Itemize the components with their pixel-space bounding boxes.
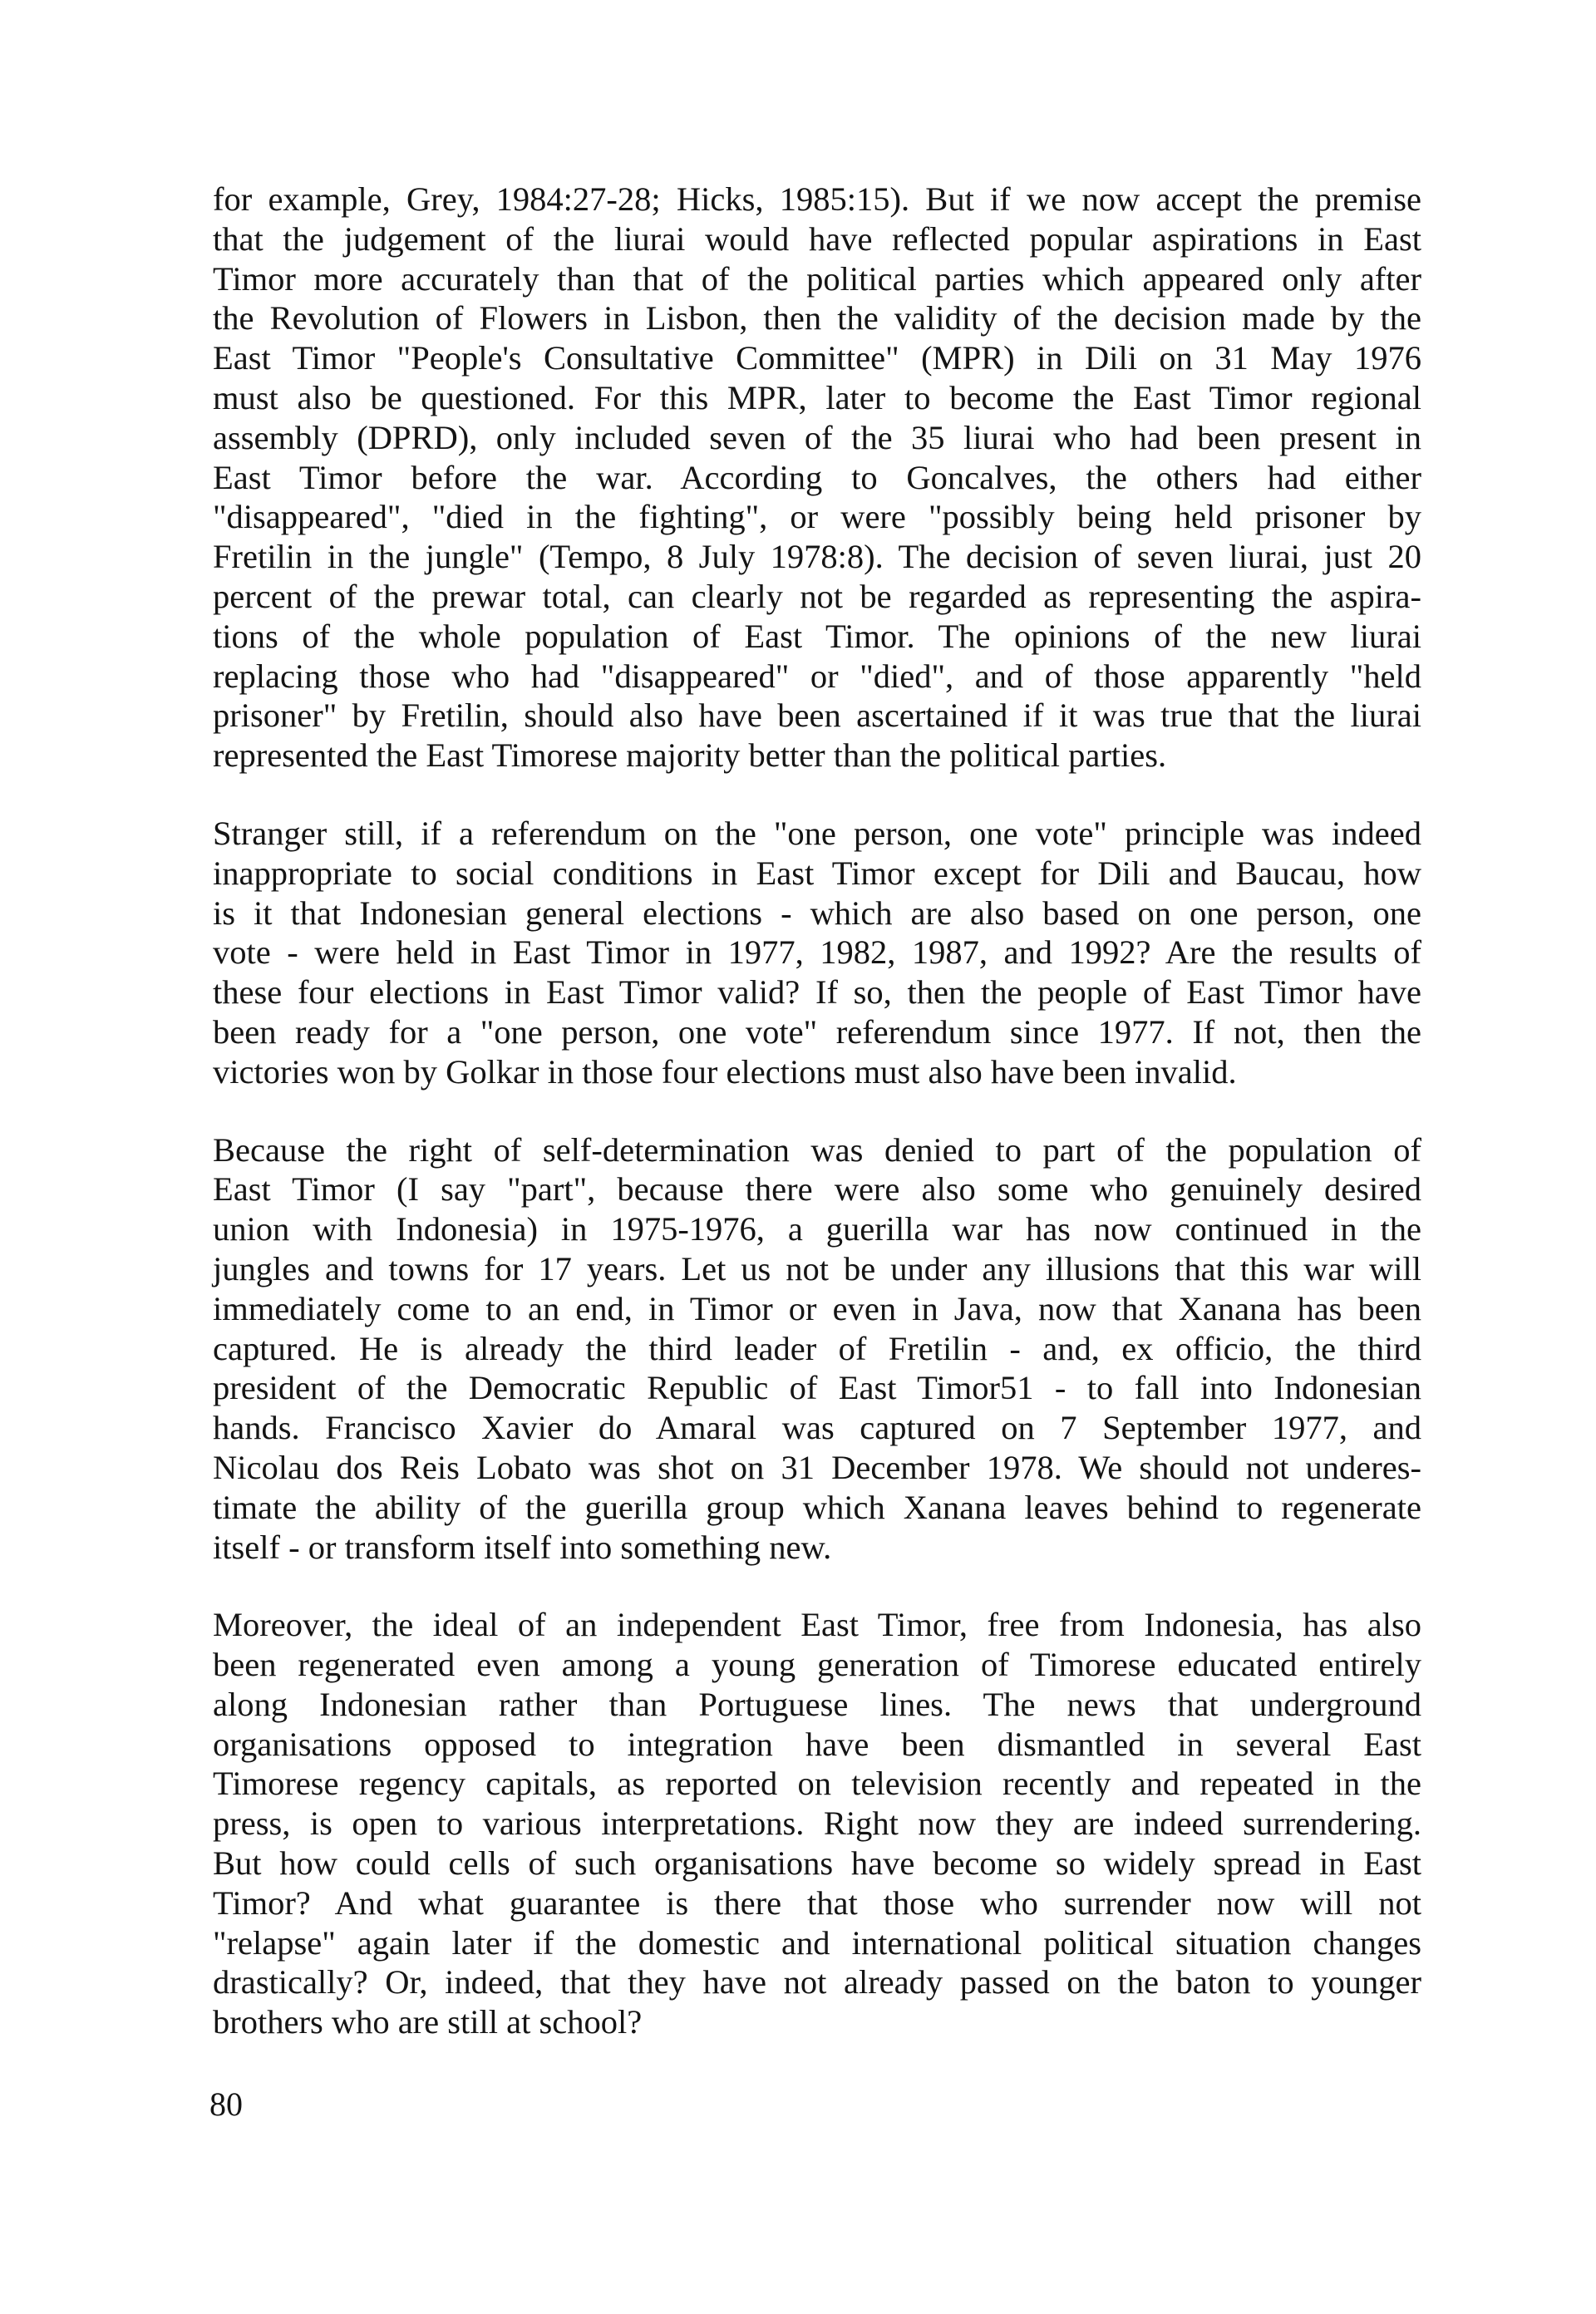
text-line: hands. Francisco Xavier do Amaral was captured on 7 September 1977, and <box>213 1409 1421 1447</box>
text-line: these four elections in East Timor valid? If so, then the people of East Timor have <box>213 973 1421 1012</box>
text-line: captured. He is already the third leader of Fretilin - and, ex officio, the third <box>213 1329 1421 1367</box>
text-line: press, is open to various interpretations. Right now they are indeed surrendering. <box>213 1804 1421 1843</box>
text-line: East Timor (I say "part", because there were also some who genuinely desired <box>213 1170 1421 1209</box>
text-line: percent of the prewar total, can clearly not be regarded as representing the aspira- <box>213 577 1421 615</box>
text-line: immediately come to an end, in Timor or even in Java, now that Xanana has been <box>213 1289 1421 1327</box>
text-line: East Timor before the war. According to Goncalves, the others had either <box>213 458 1421 496</box>
text-line: vote - were held in East Timor in 1977, 1982, 1987, and 1992? Are the results of <box>213 933 1421 972</box>
body-text <box>213 180 1421 2080</box>
text-line: itself - or transform itself into something new. <box>213 1528 832 1566</box>
page-number: 80 <box>209 2085 243 2123</box>
text-line: along Indonesian rather than Portuguese lines. The news that underground <box>213 1685 1421 1723</box>
text-line: president of the Democratic Republic of East Timor51 - to fall into Indonesian <box>213 1369 1421 1407</box>
paragraph-independence-ideal <box>213 1605 1421 2042</box>
text-line: timate the ability of the guerilla group which Xanana leaves behind to regenerate <box>213 1488 1421 1526</box>
text-line: inappropriate to social conditions in East Timor except for Dili and Baucau, how <box>213 854 1421 892</box>
text-line: Timorese regency capitals, as reported on television recently and repeated in the <box>213 1765 1421 1803</box>
text-line: victories won by Golkar in those four elections must also have been invalid. <box>213 1052 1237 1091</box>
text-line: been ready for a "one person, one vote" referendum since 1977. If not, then the <box>213 1012 1421 1051</box>
text-line: "disappeared", "died in the fighting", or were "possibly being held prisoner by <box>213 498 1421 536</box>
text-line: organisations opposed to integration have been dismantled in several East <box>213 1725 1421 1763</box>
paragraph-guerilla-war <box>213 1130 1421 1568</box>
text-line: East Timor "People's Consultative Committee" (MPR) in Dili on 31 May 1976 <box>213 339 1421 377</box>
text-line: Timor more accurately than that of the political parties which appeared only after <box>213 259 1421 298</box>
text-line: jungles and towns for 17 years. Let us not be under any illusions that this war will <box>213 1249 1421 1287</box>
text-line: Nicolau dos Reis Lobato was shot on 31 December 1978. We should not underes- <box>213 1448 1421 1486</box>
text-line: for example, Grey, 1984:27-28; Hicks, 1985:15). But if we now accept the premise <box>213 180 1421 218</box>
text-line: must also be questioned. For this MPR, later to become the East Timor regional <box>213 378 1421 416</box>
text-line: is it that Indonesian general elections - which are also based on one person, one <box>213 894 1421 932</box>
text-line: represented the East Timorese majority better than the political parties. <box>213 736 1167 775</box>
text-line: been regenerated even among a young generation of Timorese educated entirely <box>213 1646 1421 1684</box>
paragraph-liurai-mpr <box>213 180 1421 775</box>
text-line: drastically? Or, indeed, that they have not already passed on the baton to younger <box>213 1963 1421 2001</box>
text-line: "relapse" again later if the domestic and international political situation changes <box>213 1923 1421 1962</box>
paragraph-referendum-elections <box>213 814 1421 1092</box>
text-line: prisoner" by Fretilin, should also have been ascertained if it was true that the liurai <box>213 697 1421 735</box>
text-line: Timor? And what guarantee is there that those who surrender now will not <box>213 1883 1421 1922</box>
text-line: assembly (DPRD), only included seven of the 35 liurai who had been present in <box>213 418 1421 456</box>
text-line: that the judgement of the liurai would have reflected popular aspirations in East <box>213 219 1421 258</box>
text-line: the Revolution of Flowers in Lisbon, then the validity of the decision made by the <box>213 299 1421 337</box>
text-line: brothers who are still at school? <box>213 2003 643 2041</box>
text-line: But how could cells of such organisations have become so widely spread in East <box>213 1844 1421 1883</box>
text-line: replacing those who had "disappeared" or "died", and of those apparently "held <box>213 657 1421 695</box>
text-line: Because the right of self-determination was denied to part of the population of <box>213 1130 1421 1169</box>
text-line: Moreover, the ideal of an independent East Timor, free from Indonesia, has also <box>213 1606 1421 1644</box>
text-line: Fretilin in the jungle" (Tempo, 8 July 1978:8). The decision of seven liurai, just 20 <box>213 538 1421 576</box>
text-line: tions of the whole population of East Timor. The opinions of the new liurai <box>213 617 1421 655</box>
text-line: union with Indonesia) in 1975-1976, a guerilla war has now continued in the <box>213 1210 1421 1248</box>
text-line: Stranger still, if a referendum on the "one person, one vote" principle was indeed <box>213 814 1421 852</box>
